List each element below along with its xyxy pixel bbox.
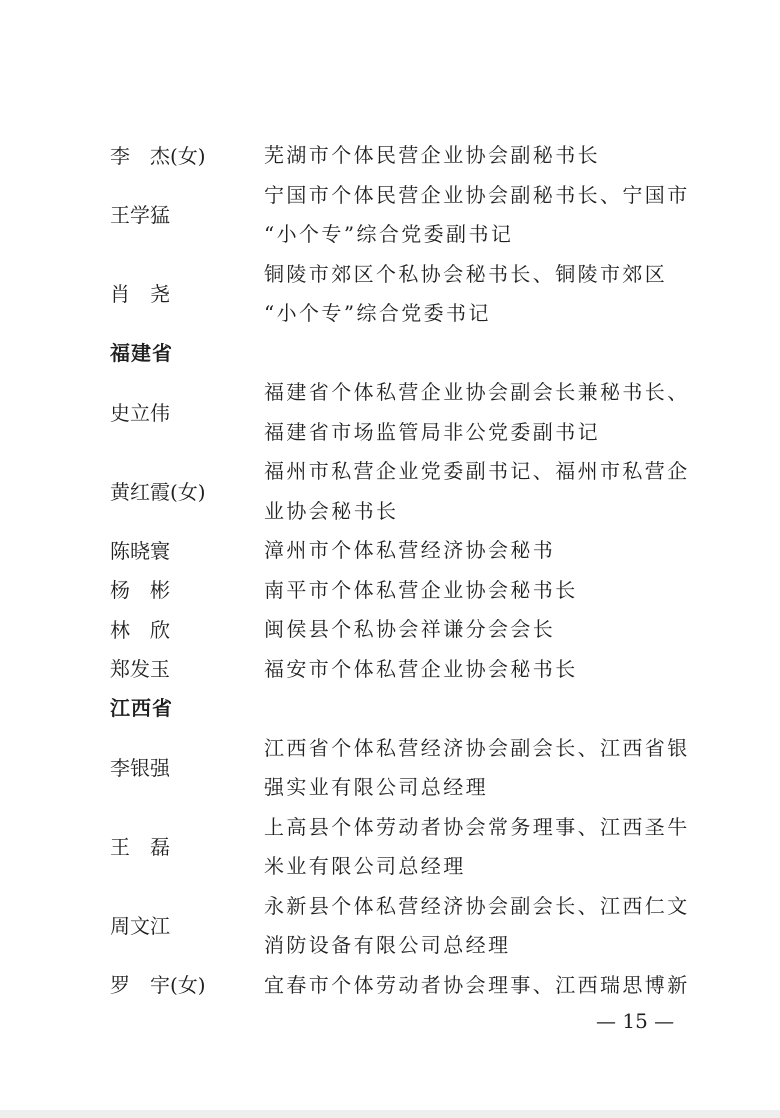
member-entry	[0, 255, 780, 334]
member-title	[264, 729, 690, 808]
member-title-line: 永新县个体私营经济协会副会长、江西仁文	[264, 893, 690, 918]
member-name: 郑发玉	[110, 657, 170, 682]
member-title-line: “小个专”综合党委副书记	[264, 222, 514, 246]
member-entry	[0, 729, 780, 808]
member-entry	[0, 136, 780, 176]
member-title	[264, 887, 690, 966]
member-name: 史立伟	[110, 400, 170, 425]
member-name: 李银强	[110, 756, 170, 780]
member-name: 李 杰(女)	[110, 143, 206, 168]
member-title-line: 米业有限公司总经理	[264, 854, 466, 878]
member-title-line: 江西省个体私营经济协会副会长、江西省银	[264, 735, 690, 760]
member-title-line: 福安市个体私营企业协会秘书长	[264, 656, 578, 681]
member-entry	[0, 452, 780, 531]
member-title-line: 漳州市个体私营经济协会秘书	[264, 538, 556, 562]
member-entry	[0, 650, 780, 690]
member-title-line: 上高县个体劳动者协会常务理事、江西圣牛	[264, 814, 690, 839]
page-number-text: — 15 —	[596, 1009, 675, 1033]
member-title-line: 芜湖市个体民营企业协会副秘书长	[264, 143, 600, 167]
member-title	[264, 531, 684, 571]
member-title	[264, 255, 684, 334]
member-title	[264, 966, 690, 1006]
member-title	[264, 373, 690, 452]
member-title-line: 铜陵市郊区个私协会秘书长、铜陵市郊区	[264, 261, 668, 286]
member-title-line: 福州市私营企业党委副书记、福州市私营企	[264, 459, 690, 483]
member-title-line: 消防设备有限公司总经理	[264, 933, 511, 957]
member-entry	[0, 176, 780, 255]
member-title-line: 闽侯县个私协会祥谦分会会长	[264, 617, 556, 641]
member-title	[264, 650, 684, 690]
scan-edge	[0, 1110, 780, 1118]
member-entry	[0, 966, 780, 1006]
member-title-line: 业协会秘书长	[264, 498, 399, 523]
member-entry	[0, 610, 780, 650]
member-name: 王学猛	[110, 203, 170, 227]
member-title-line: 强实业有限公司总经理	[264, 775, 488, 799]
member-entry	[0, 571, 780, 611]
member-title	[264, 176, 690, 255]
member-title-line: 福建省个体私营企业协会副会长兼秘书长、	[264, 380, 690, 404]
member-title-line: 福建省市场监管局非公党委副书记	[264, 419, 600, 444]
member-name: 周文江	[110, 914, 170, 938]
member-entry	[0, 373, 780, 452]
member-title-line: “小个专”综合党委书记	[264, 301, 491, 325]
member-title-line: 宜春市个体劳动者协会理事、江西瑞思博新	[264, 972, 690, 997]
member-title	[264, 610, 684, 650]
member-list	[0, 136, 780, 1005]
province-heading: 福建省	[110, 340, 173, 365]
member-title	[264, 808, 690, 887]
member-title	[264, 571, 684, 611]
member-title	[264, 452, 690, 531]
member-entry	[0, 887, 780, 966]
member-title	[264, 136, 684, 176]
member-name: 王 磊	[110, 835, 170, 859]
member-title-line: 南平市个体私营企业协会秘书长	[264, 577, 578, 602]
member-name: 肖 尧	[110, 282, 170, 306]
member-entry	[0, 808, 780, 887]
member-name: 陈晓寰	[110, 538, 170, 563]
member-title-line: 宁国市个体民营企业协会副秘书长、宁国市	[264, 182, 690, 207]
member-name: 黄红霞(女)	[110, 479, 206, 504]
member-name: 林 欣	[110, 617, 170, 642]
member-name: 杨 彬	[110, 578, 170, 603]
province-heading: 江西省	[110, 696, 173, 720]
member-entry	[0, 531, 780, 571]
member-name: 罗 宇(女)	[110, 973, 206, 998]
